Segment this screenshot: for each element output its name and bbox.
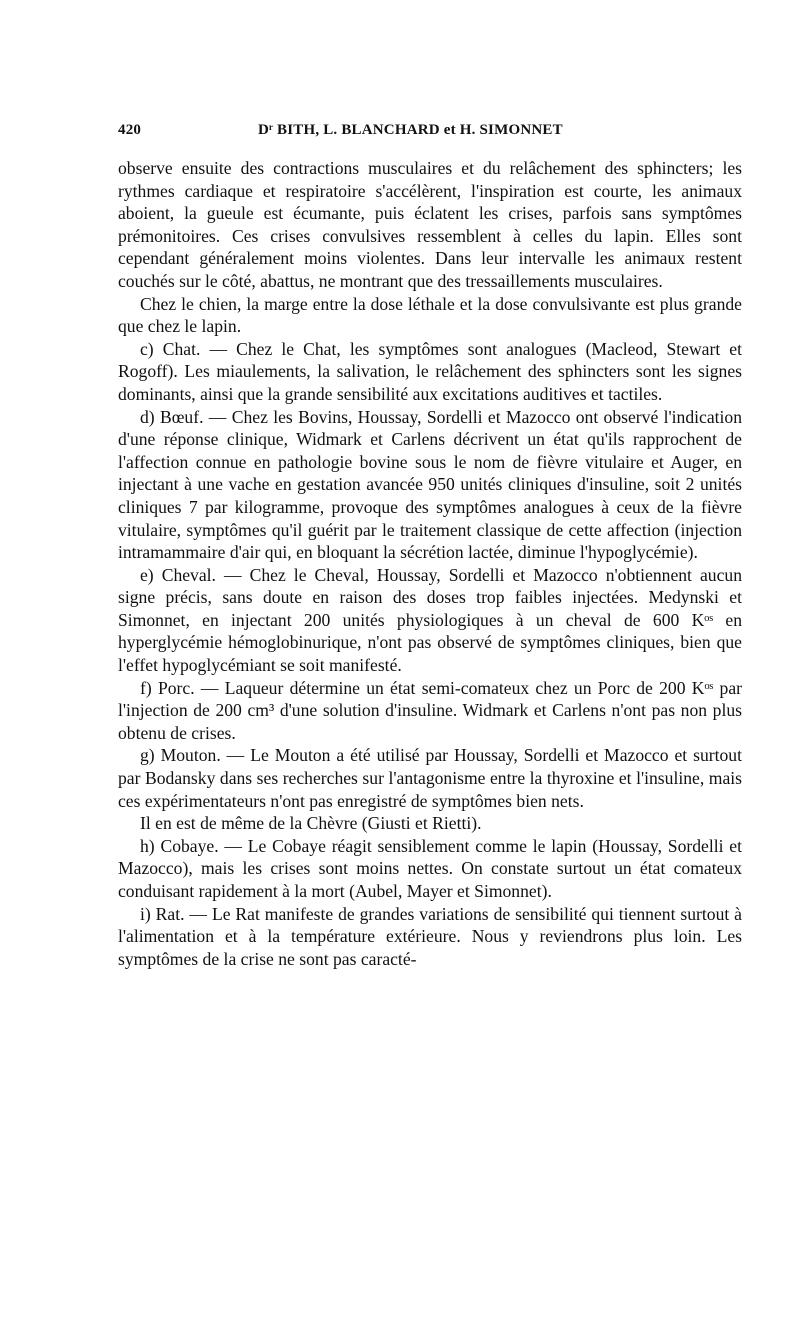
paragraph-rat: i) Rat. — Le Rat manifeste de grandes variations de sensibilité qui tiennent surtout à l'alimentation et à la température extérieure. Nous y reviendrons plus loin. Les symptômes de la crise ne sont pas caracté- <box>118 903 742 969</box>
paragraph-porc: f) Porc. — Laqueur détermine un état semi-comateux chez un Porc de 200 Kᵒˢ par l'injection de 200 cm³ d'une solution d'insuline. Widmark et Carlens n'ont pas non plus obtenu de crises. <box>118 677 742 743</box>
paragraph-chat: c) Chat. — Chez le Chat, les symptômes sont analogues (Macleod, Stewart et Rogoff). Les miaulements, la salivation, le relâchement des sphincters sont les signes dominants, ainsi que la grande sensibilité aux excitations auditives et tactiles. <box>118 338 742 404</box>
page-number: 420 <box>118 122 142 138</box>
paragraph-boeuf: d) Bœuf. — Chez les Bovins, Houssay, Sordelli et Mazocco ont observé l'indication d'une réponse clinique, Widmark et Carlens décrivent un état qu'ils rapprochent de l'affection connue en pathologie bovine sous le nom de fièvre vitulaire et Auger, en injectant à une vache en gestation avancée 950 unités cliniques d'insuline, soit 2 unités cliniques 7 par kilogramme, provoque des symptômes analogues à ceux de la fièvre vitulaire, symptômes qu'il guérit par le traitement classique de cette affection (injection intramammaire d'air qui, en bloquant la sécrétion lactée, diminue l'hypoglycémie). <box>118 406 742 563</box>
paragraph-chevre: Il en est de même de la Chèvre (Giusti et Rietti). <box>140 813 482 834</box>
paragraph-cobaye: h) Cobaye. — Le Cobaye réagit sensiblement comme le lapin (Houssay, Sordelli et Mazocco), mais les crises sont moins nettes. On constate surtout un état comateux conduisant rapidement à la mort (Aubel, Mayer et Simonnet). <box>118 835 742 901</box>
body-text <box>118 157 742 970</box>
paragraph-cheval: e) Cheval. — Chez le Cheval, Houssay, Sordelli et Mazocco n'obtiennent aucun signe précis, sans doute en raison des doses trop faibles injectées. Medynski et Simonnet, en injectant 200 unités physiologiques à un cheval de 600 Kᵒˢ en hyperglycémie hémoglobinurique, n'ont pas observé de symptômes cliniques, bien que l'effet hypoglycémiant se soit manifesté. <box>118 564 742 676</box>
paragraph-mouton: g) Mouton. — Le Mouton a été utilisé par Houssay, Sordelli et Mazocco et surtout par Bodansky dans ses recherches sur l'antagonisme entre la thyroxine et l'insuline, mais ces expérimentateurs n'ont pas enregistré de symptômes bien nets. <box>118 745 742 811</box>
running-title: Dʳ BITH, L. BLANCHARD et H. SIMONNET <box>258 122 563 138</box>
page-header <box>118 122 758 144</box>
paragraph-continuation: observe ensuite des contractions musculaires et du relâchement des sphincters; les rythmes cardiaque et respiratoire s'accélèrent, l'inspiration est courte, les animaux aboient, la gueule est écumante, puis éclatent les crises, parfois sans symptômes prémonitoires. Ces crises convulsives ressemblent à celles du lapin. Elles sont cependant généralement moins violentes. Dans leur intervalle les animaux restent couchés sur le côté, abattus, ne montrant que des tressaillements musculaires. <box>118 158 742 291</box>
paragraph-chien-marge: Chez le chien, la marge entre la dose léthale et la dose convulsivante est plus grande que chez le lapin. <box>118 293 742 337</box>
